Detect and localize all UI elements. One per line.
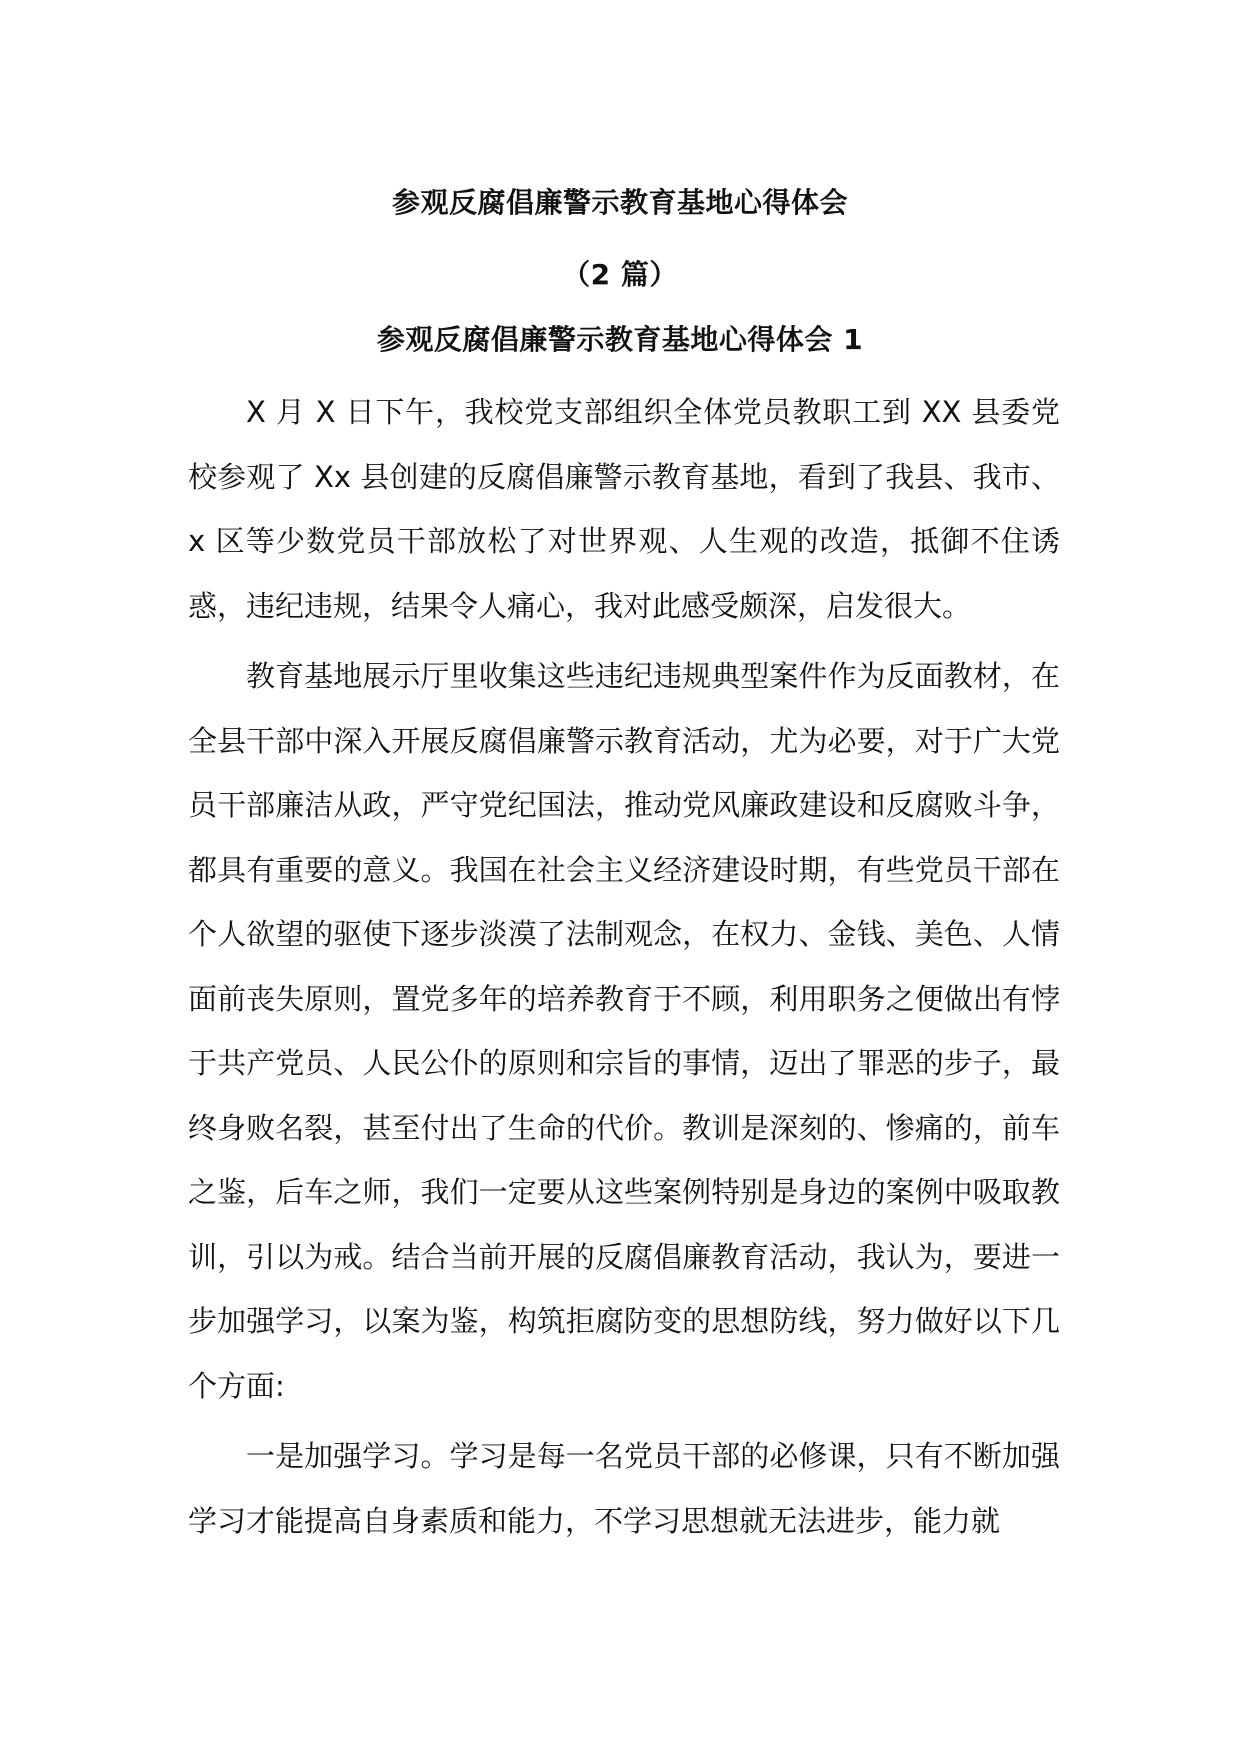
- paragraph: X 月 X 日下午，我校党支部组织全体党员教职工到 XX 县委党校参观了 Xx 县创建的反腐倡廉警示教育基地，看到了我县、我市、x 区等少数党员干部放松了对世界观、人生观的改造，抵御不住诱惑，违纪违规，结果令人痛心，我对此感受颇深，启发很大。: [188, 395, 1060, 623]
- document-body: [188, 380, 1060, 1559]
- paragraph: 教育基地展示厅里收集这些违纪违规典型案件作为反面教材，在全县干部中深入开展反腐倡廉警示教育活动，尤为必要，对于广大党员干部廉洁从政，严守党纪国法，推动党风廉政建设和反腐败斗争，都具有重要的意义。我国在社会主义经济建设时期，有些党员干部在个人欲望的驱使下逐步淡漠了法制观念，在权力、金钱、美色、人情面前丧失原则，置党多年的培养教育于不顾，利用职务之便做出有悖于共产党员、人民公仆的原则和宗旨的事情，迈出了罪恶的步子，最终身败名裂，甚至付出了生命的代价。教训是深刻的、惨痛的，前车之鉴，后车之师，我们一定要从这些案例特别是身边的案例中吸取教训，引以为戒。结合当前开展的反腐倡廉教育活动，我认为，要进一步加强学习，以案为鉴，构筑拒腐防变的思想防线，努力做好以下几个方面:: [188, 659, 1060, 1403]
- paragraph: 一是加强学习。学习是每一名党员干部的必修课，只有不断加强学习才能提高自身素质和能力，不学习思想就无法进步，能力就: [188, 1439, 1060, 1538]
- document-subtitle: （2 篇）: [562, 258, 678, 291]
- section-title: 参观反腐倡廉警示教育基地心得体会 1: [376, 323, 864, 356]
- document-title: 参观反腐倡廉警示教育基地心得体会: [391, 186, 848, 219]
